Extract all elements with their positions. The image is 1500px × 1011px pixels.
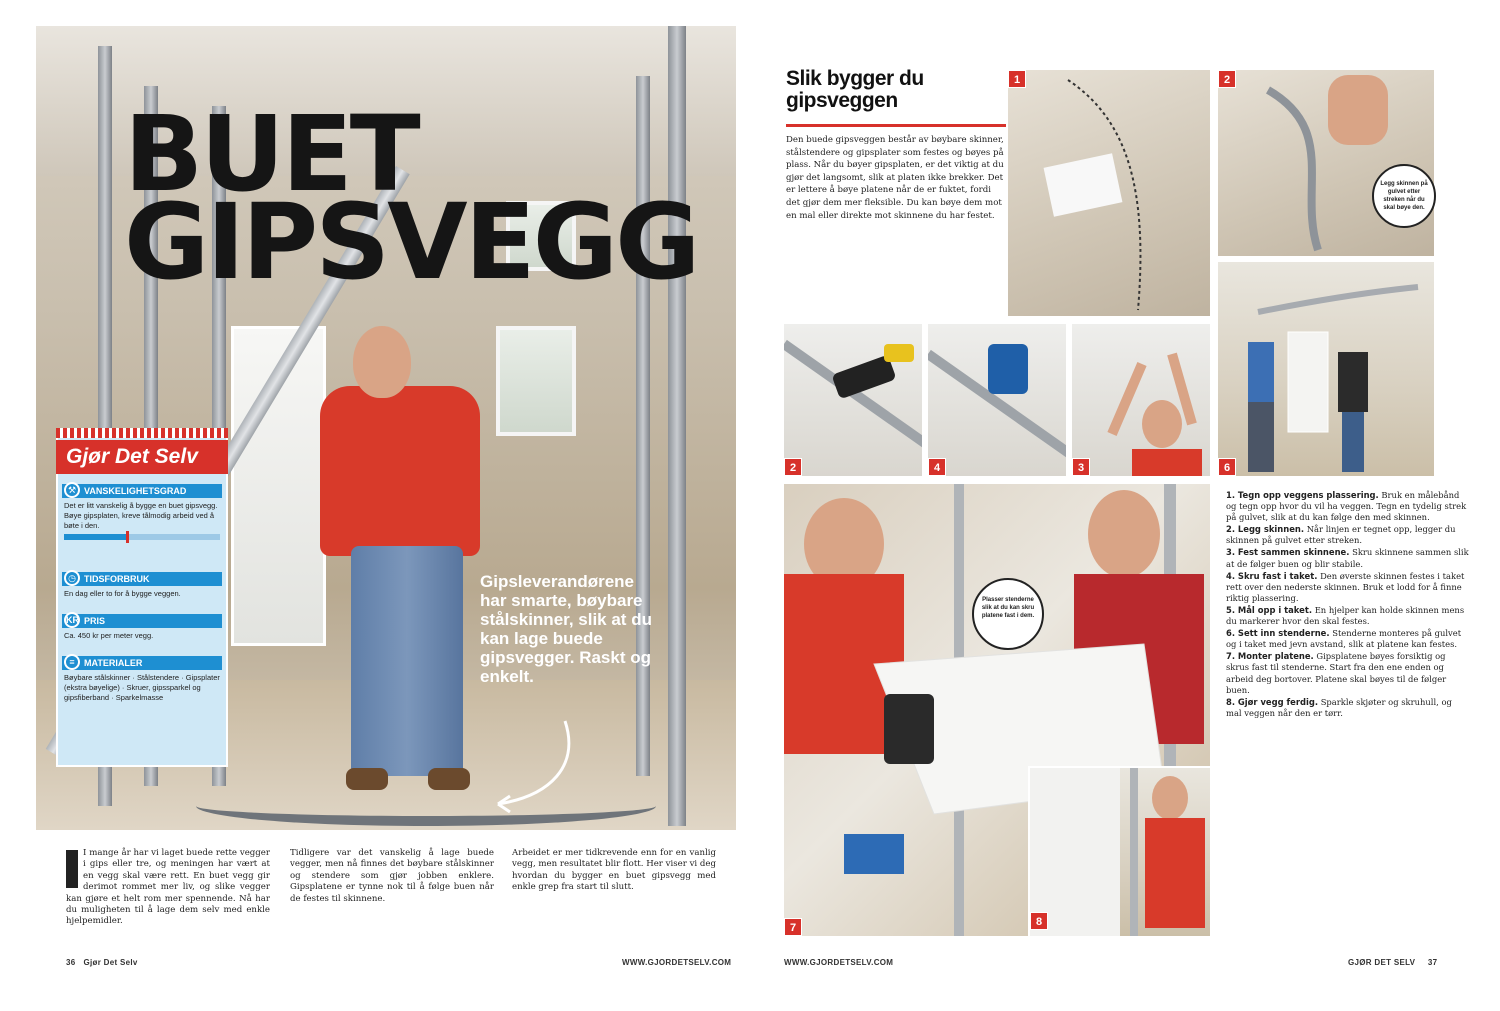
coin-icon: KR	[64, 612, 80, 628]
sidebar-section-price: KR PRIS Ca. 450 kr per meter vegg.	[62, 614, 222, 641]
step-photo-2-top	[1216, 68, 1436, 258]
step-item: 8. Gjør vegg ferdig. Sparkle skjøter og skruhull, og mal veggen når den er tørr.	[1226, 696, 1452, 718]
step-badge: 1	[1008, 70, 1026, 88]
clock-icon: ◷	[64, 570, 80, 586]
speech-bubble: Plasser stenderne slik at du kan skru platene fast i dem.	[972, 578, 1044, 650]
right-page	[750, 0, 1500, 1011]
drop-cap	[66, 850, 78, 888]
folio-right-url: WWW.GJORDETSELV.COM	[784, 958, 894, 967]
body-column-1: I mange år har vi laget buede rette vegger i gips eller tre, og meningen har vært at en vegg skal være rett. En buet vegg gir derimot rommet mer liv, og slike vegger kan gjøre et helt rom mer spennende. Nå har du muligheten til å lage dem selv med enkle hjelpemidler.	[66, 848, 270, 927]
sidebar-section-time: ◷ TIDSFORBRUK En dag eller to for å bygge veggen.	[62, 572, 222, 599]
sidebar-title: Gjør Det Selv	[56, 440, 228, 474]
man-screwing-plate	[1030, 768, 1212, 938]
step-item: 6. Sett inn stenderne. Stenderne monteres på gulvet og i taket med jevn avstand, slik at platene kan festes.	[1226, 628, 1462, 650]
person-shirt	[320, 386, 480, 556]
person-jeans	[351, 546, 463, 776]
folio-right: GJØR DET SELV 37	[1348, 958, 1438, 967]
step-badge: 3	[1072, 458, 1090, 476]
step-badge: 8	[1030, 912, 1048, 930]
step-photo-6	[1216, 260, 1436, 478]
headline-line-1: BUET	[124, 93, 418, 215]
curved-arrow-icon	[490, 716, 580, 816]
step-item: 5. Mål opp i taket. En hjelper kan holde skinnen mens du markerer hvor den skal festes.	[1226, 604, 1465, 627]
pull-quote: Gipsleverandørene har smarte, bøybare stålskinner, slik at du kan lage buede gipsvegger. Raskt og enkelt.	[480, 572, 652, 686]
floor-chalk-line	[1008, 70, 1212, 318]
drill-ceiling	[928, 324, 1068, 478]
headline	[124, 93, 724, 303]
step-badge: 6	[1218, 458, 1236, 476]
step-item: 4. Skru fast i taket. Den øverste skinnen festes i taket rett over den nederste skinnen. Bruk et lodd for å finne riktig plassering.	[1226, 570, 1465, 603]
sidebar-section-difficulty: ⚒ VANSKELIGHETSGRAD Det er litt vanskelig å bygge en buet gipsvegg. Bøye gipsplaten, kreve tålmodig arbeid ved å bøte i den.	[62, 484, 222, 540]
step-badge: 2	[1218, 70, 1236, 88]
step-item: 1. Tegn opp veggens plassering. Bruk en målebånd og tegn opp hvor du vil ha veggen. Tegn en tydelig strek på gulvet, slik at du kan følge den med skinnen.	[1226, 490, 1467, 523]
step-photo-3	[1070, 322, 1212, 478]
step-badge: 2	[784, 458, 802, 476]
info-sidebar	[56, 432, 228, 767]
section-title: Slik bygger du gipsveggen	[786, 67, 924, 112]
sidebar-section-materials: ≡ MATERIALER Bøybare stålskinner · Stålstendere · Gipsplater (ekstra bøyelige) · Skruer, gipssparkel og gipsfiberband · Sparkelmasse	[62, 656, 222, 703]
step-item: 3. Fest sammen skinnene. Skru skinnene sammen slik at de følger buen og blir stabile.	[1226, 547, 1469, 569]
step-photo-4	[926, 322, 1068, 478]
step-photo-8	[1028, 766, 1212, 938]
body-column-3: Arbeidet er mer tidkrevende enn for en vanlig vegg, men resultatet blir flott. Her viser vi deg hvordan du bygger en buet gipsvegg med enkle grep fra start til slutt.	[512, 848, 716, 893]
step-item: 7. Monter platene. Gipsplatene bøyes forsiktig og skrus fast til stenderne. Start fra den ene enden og arbeid deg bortover. Platene skal bøyes til de følger buen.	[1226, 651, 1447, 695]
headline-line-2: GIPSVEGG	[124, 181, 698, 303]
folio-left: 36 Gjør Det Selv	[66, 958, 138, 967]
two-people-ceiling	[1218, 262, 1436, 478]
step-item: 2. Legg skinnen. Når linjen er tegnet opp, legger du skinnen på gulvet etter streken.	[1226, 524, 1456, 546]
sidebar-ruler-ticks	[56, 428, 228, 438]
tools-icon: ⚒	[64, 482, 80, 498]
window	[496, 326, 576, 436]
crimp-tool	[784, 324, 924, 478]
step-badge: 4	[928, 458, 946, 476]
folio-left-url: WWW.GJORDETSELV.COM	[622, 958, 732, 967]
intro-text: Den buede gipsveggen består av bøybare skinner, stålstendere og gipsplater som festes og bøyes på plass. Når du bøyer gipsplaten, er det viktig at du gjør det langsomt, slik at platen ikke brekker. Det er lettere å bøye platene når de er fuktet, fordi det gjør dem mer fleksible. Du kan bøye dem mot en mal eller direkte mot skinnene du har festet.	[786, 135, 1004, 221]
body-column-2: Tidligere var det vanskelig å lage buede vegger, men nå finnes det bøybare stålskinner og stendere som gjør jobben enklere. Gipsplatene er tynne nok til å følge buen når de festes til skinnene.	[290, 848, 494, 904]
speech-bubble: Legg skinnen på gulvet etter streken når du skal bøye den.	[1372, 164, 1436, 228]
difficulty-scale	[64, 534, 220, 540]
list-icon: ≡	[64, 654, 80, 670]
step-photo-1	[1006, 68, 1212, 318]
person-head	[353, 326, 411, 398]
step-list	[1226, 490, 1470, 720]
floor-track	[196, 786, 656, 826]
man-measuring-ceiling	[1072, 324, 1212, 478]
step-photo-2	[782, 322, 924, 478]
title-rule	[786, 124, 1006, 127]
step-badge: 7	[784, 918, 802, 936]
